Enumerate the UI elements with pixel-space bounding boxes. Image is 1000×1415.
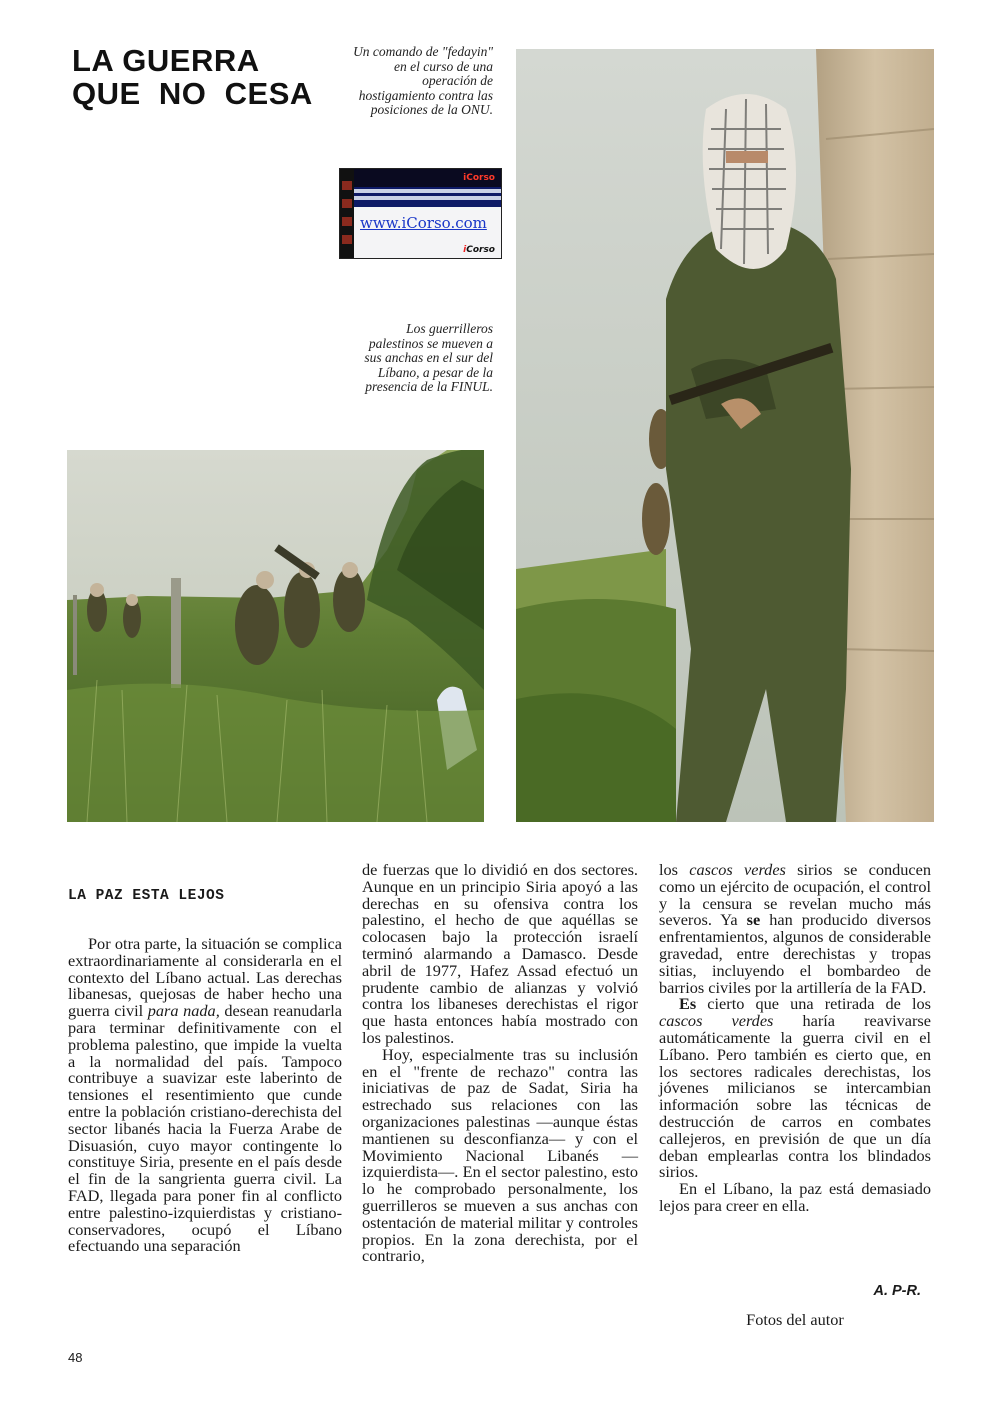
caption-guerrilleros: Los guerrilleros palestinos se mueven a sus anchas en el sur del Líbano, a pesar de la presencia de la FINUL.: [364, 321, 493, 394]
paragraph: Por otra parte, la situación se complica extraordinariamente al considerarla en el contexto del Líbano actual. Las derechas libanesas, quejosas de haber hecho una guerra civil para nada, desean reanudarla para terminar definitivamente con el problema palestino, que impide la vuelta a la normalidad del país. Tampoco contribuye a suavizar este laberinto de tensiones el resentimiento que cunde entre la población cristiano-derechista del sector libanés hacia la Fuerza Arabe de Disuasión, cuyo mayor contingente lo constituye Siria, presente en el país desde el fin de la sangrienta guerra civil. La FAD, llegada para poner fin al conflicto entre palestino-izquierdistas y cristiano-conservadores, ocupó el Líbano efectuando una separación: [68, 934, 342, 1256]
paragraph: los cascos verdes sirios se conducen como un ejército de ocupación, el control y la censura se revelan mucho más severos. Ya se han producido diversos enfrentamientos, algunos de considerable gravedad, entre derechistas y tropas sitias, incluyendo el bombardeo de barrios civiles por la artillería de la FAD.: [659, 860, 932, 997]
photo-credit: Fotos del autor: [746, 1310, 844, 1329]
article-column-3: [659, 862, 931, 1215]
title-line-2: QUE NO CESA: [72, 76, 313, 111]
watermark-banner: [354, 169, 501, 187]
paragraph: Es cierto que una retirada de los cascos verdes haría reavivarse automáticamente la guerra civil en el Líbano. Pero también es cierto que, en los sectores radicales derechistas, los jóvenes milicianos se intercambian información sobre las técnicas de destrucción de carros en combates callejeros, en previsión de que un día deban emplearlas contra los blindados sirios.: [659, 994, 931, 1182]
article-column-1: [68, 936, 342, 1255]
icorso-watermark[interactable]: [339, 168, 502, 259]
photo-fedayin-image: [516, 49, 934, 822]
photo-guerrillas-in-field: [67, 450, 484, 822]
paragraph: En el Líbano, la paz está demasiado lejos para creer en ella.: [659, 1179, 931, 1215]
paragraph: de fuerzas que lo dividió en dos sectores. Aunque en un principio Siria apoyó a las derechas en su ofensiva contra los palestino, el hecho de que aquéllas se colocasen bajo la protección israelí terminó alarmando a Damasco. Desde abril de 1977, Hafez Assad efectuó un prudente cambio de alianzas y volvió contra los libaneses derechistas el rigor que hasta entonces había mostrado con los palestinos.: [362, 860, 638, 1047]
author-signature: A. P-R.: [873, 1283, 921, 1299]
watermark-brand-rest: Corso: [466, 245, 495, 255]
article-title: [72, 44, 313, 110]
photo-field-image: [67, 450, 484, 822]
article-column-2: [362, 862, 638, 1265]
photo-fedayin-commando: [516, 49, 934, 822]
watermark-url[interactable]: www.iCorso.com: [360, 214, 487, 232]
watermark-strip: [354, 189, 501, 193]
watermark-brand-i: i: [463, 245, 467, 255]
watermark-strip: [354, 196, 501, 200]
paragraph: Hoy, especialmente tras su inclusión en el "frente de rechazo" contra las iniciativas de paz de Sadat, Siria ha estrechado sus relaciones con las organizaciones palestinas —aunque éstas mantienen su desconfianza— y con el Movimiento Nacional Libanés —izquierdista—. En el sector palestino, esto lo he comprobado personalmente, los guerrilleros se mueven a sus anchas con ostentación de material militar y controles propios. En la zona derechista, por el contrario,: [362, 1044, 638, 1266]
title-line-1: LA GUERRA: [72, 43, 260, 78]
caption-fedayin: Un comando de "fedayin" en el curso de una operación de hostigamiento contra las posiciones de la ONU.: [353, 44, 493, 117]
watermark-banner-brand: iCorso: [463, 173, 495, 183]
article-subheading: LA PAZ ESTA LEJOS: [68, 888, 225, 904]
watermark-sidebar: [340, 169, 354, 258]
watermark-brand: [463, 245, 495, 255]
page-number: 48: [68, 1350, 83, 1365]
